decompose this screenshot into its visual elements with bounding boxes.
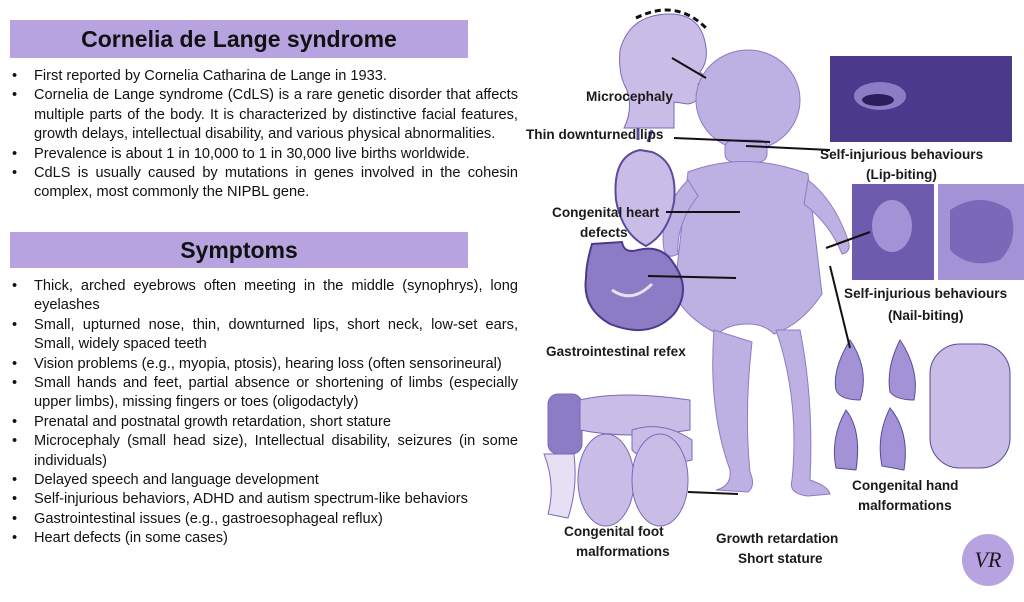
label-growth-1: Growth retardation — [716, 531, 839, 546]
hand-malformation-image — [834, 340, 1010, 470]
label-foot-2: malformations — [576, 544, 670, 559]
list-item: • Heart defects (in some cases) — [12, 529, 518, 548]
list-item: • Cornelia de Lange syndrome (CdLS) is a rare genetic disorder that affects multiple parts of the body. It is characterized by distinctive facial features, growth delays, intellectual disability, and various physical abnormalities. — [12, 86, 518, 144]
label-lip-biting-2: (Lip-biting) — [866, 167, 937, 182]
list-item: • Prenatal and postnatal growth retardation, short stature — [12, 413, 518, 432]
label-microcephaly: Microcephaly — [586, 89, 673, 104]
label-nail-biting-2: (Nail-biting) — [888, 308, 964, 323]
list-item: • First reported by Cornelia Catharina de Lange in 1933. — [12, 67, 518, 86]
label-hand-2: malformations — [858, 498, 952, 513]
symptoms-heading: Symptoms — [10, 232, 468, 268]
label-heart-1: Congenital heart — [552, 205, 660, 220]
nail-biting-image — [852, 184, 1024, 280]
list-item: • Vision problems (e.g., myopia, ptosis), hearing loss (often sensorineural) — [12, 355, 518, 374]
symptom-list — [12, 277, 518, 549]
list-item: • Self-injurious behaviors, ADHD and autism spectrum-like behaviors — [12, 490, 518, 509]
intro-list — [12, 67, 518, 203]
label-gastro: Gastrointestinal refex — [546, 344, 686, 359]
list-item: • Small, upturned nose, thin, downturned lips, short neck, low-set ears, Small, widely spaced teeth — [12, 316, 518, 355]
list-item: • Gastrointestinal issues (e.g., gastroesophageal reflux) — [12, 510, 518, 529]
list-item: • Small hands and feet, partial absence or shortening of limbs (especially upper limbs), missing fingers or toes (oligodactyly) — [12, 374, 518, 413]
list-item: • Prevalence is about 1 in 10,000 to 1 in 30,000 live births worldwide. — [12, 145, 518, 164]
label-foot-1: Congenital foot — [564, 524, 664, 539]
list-item: • Delayed speech and language development — [12, 471, 518, 490]
label-lips: Thin downturned lips — [526, 127, 664, 142]
page-title: Cornelia de Lange syndrome — [10, 20, 468, 58]
list-item: • CdLS is usually caused by mutations in genes involved in the cohesin complex, most commonly the NIPBL gene. — [12, 164, 518, 203]
foot-malformation-image — [544, 394, 692, 526]
list-item: • Thick, arched eyebrows often meeting in the middle (synophrys), long eyelashes — [12, 277, 518, 316]
vr-logo-badge: VR — [962, 534, 1014, 586]
label-hand-1: Congenital hand — [852, 478, 959, 493]
label-lip-biting-1: Self-injurious behaviours — [820, 147, 984, 162]
label-heart-2: defects — [580, 225, 628, 240]
list-item: • Microcephaly (small head size), Intellectual disability, seizures (in some individuals) — [12, 432, 518, 471]
label-growth-2: Short stature — [738, 551, 823, 566]
head-profile-icon — [620, 10, 707, 128]
label-nail-biting-1: Self-injurious behaviours — [844, 286, 1008, 301]
child-figure — [663, 50, 849, 496]
lip-biting-image — [830, 56, 1012, 142]
